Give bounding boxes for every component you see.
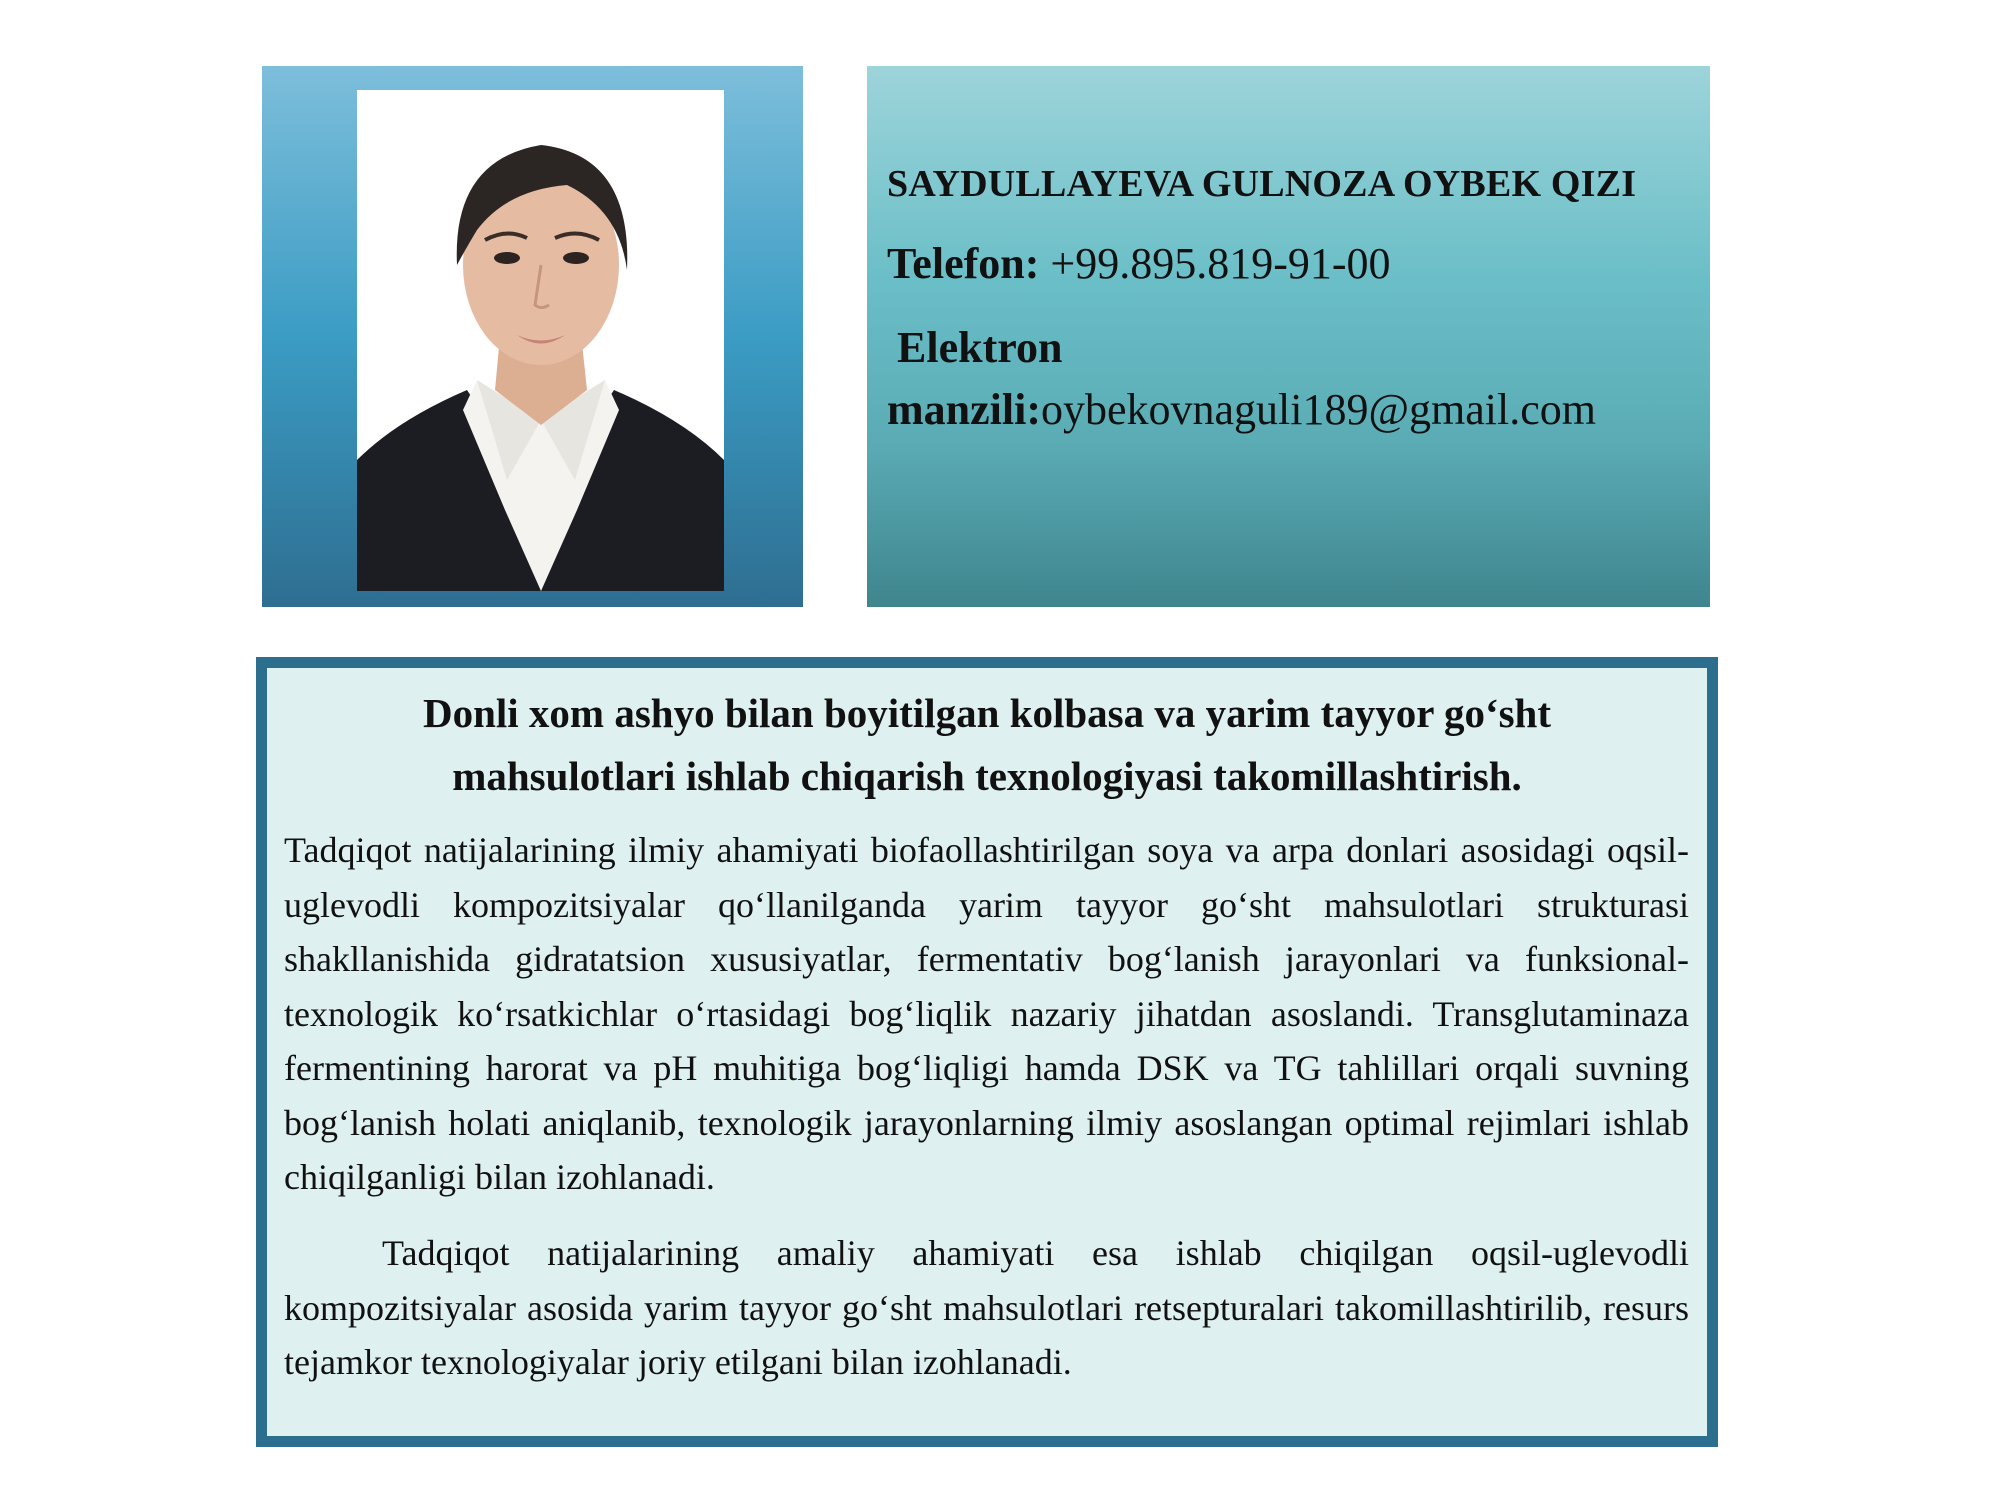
email-line <box>887 384 1596 435</box>
contact-panel <box>867 66 1710 607</box>
research-card <box>256 657 1718 1447</box>
email-label-line1: Elektron <box>897 323 1063 372</box>
paragraph-practical-significance: Tadqiqot natijalarining amaliy ahamiyati esa ishlab chiqilgan oqsil-uglevodli kompozitsiyalar asosida yarim tayyor go‘sht mahsulotlari retsepturalari takomillashtirilib, resurs tejamkor texnologiyalar joriy etilgani bilan izohlanadi. <box>284 1233 1689 1382</box>
portrait-photo <box>357 90 724 591</box>
research-title-line2: mahsulotlari ishlab chiqarish texnologiyasi takomillashtirish. <box>452 753 1522 799</box>
phone-label: Telefon: <box>887 239 1040 288</box>
person-name: SAYDULLAYEVA GULNOZA OYBEK QIZI <box>887 163 1637 205</box>
research-title <box>277 682 1697 808</box>
email-value: oybekovnaguli189@gmail.com <box>1040 385 1596 434</box>
phone-value: +99.895.819-91-00 <box>1050 239 1391 288</box>
photo-panel <box>262 66 803 607</box>
email-label-line2: manzili: <box>887 385 1041 434</box>
research-title-line1: Donli xom ashyo bilan boyitilgan kolbasa va yarim tayyor go‘sht <box>422 690 1552 736</box>
phone-line <box>887 238 1391 289</box>
paragraph-scientific-significance: Tadqiqot natijalarining ilmiy ahamiyati biofaollashtirilgan soya va arpa donlari asosidagi oqsil-uglevodli kompozitsiyalar qo‘llanilganda yarim tayyor go‘sht mahsulotlari strukturasi shakllanishida gidratatsion xususiyatlar, fermentativ bog‘lanish jarayonlari va funksional-texnologik ko‘rsatkichlar o‘rtasidagi bog‘liqlik nazariy jihatdan asoslandi. Transglutaminaza fermentining harorat va pH muhitiga bog‘liqligi hamda DSK va TG tahlillari orqali suvning bog‘lanish holati aniqlanib, texnologik jarayonlarning ilmiy asoslangan optimal rejimlari ishlab chiqilganligi bilan izohlanadi. <box>284 830 1689 1197</box>
